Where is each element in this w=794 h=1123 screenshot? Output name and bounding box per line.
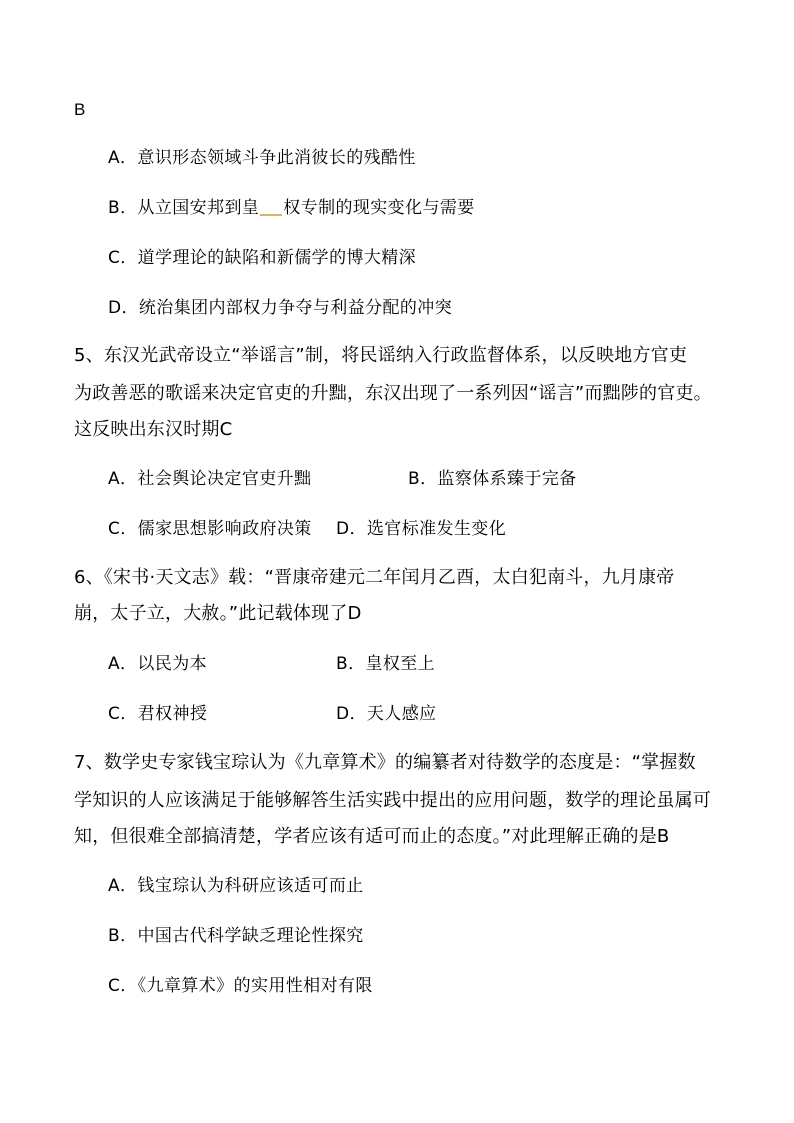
q5-stem-line-3: 这反映出东汉时期C <box>74 419 233 440</box>
q5-option-b: B．监察体系臻于完备 <box>408 469 577 489</box>
q5-option-a: A．社会舆论决定官吏升黜 <box>108 469 312 489</box>
q5-option-c: C．儒家思想影响政府决策 <box>108 519 312 539</box>
highlight-mark <box>260 214 282 216</box>
q5-option-d: D．选官标准发生变化 <box>336 519 507 539</box>
q6-option-c: C．君权神授 <box>108 704 208 724</box>
q4-option-c: C．道学理论的缺陷和新儒学的博大精深 <box>108 248 417 268</box>
q7-stem-line-2: 学知识的人应该满足于能够解答生活实践中提出的应用问题，数学的理论虽属可 <box>74 790 711 811</box>
q4-option-b <box>108 198 475 218</box>
q5-stem-line-1: 5、东汉光武帝设立“举谣言”制，将民谣纳入行政监督体系，以反映地方官吏 <box>74 345 688 366</box>
leading-answer: B <box>74 100 86 119</box>
q7-option-a: A．钱宝琮认为科研应该适可而止 <box>108 876 364 896</box>
q6-stem-line-2: 崩，太子立，大赦。”此记载体现了D <box>74 603 362 624</box>
q6-option-b: B．皇权至上 <box>336 654 436 674</box>
q7-option-b: B．中国古代科学缺乏理论性探究 <box>108 926 364 946</box>
q6-option-a: A．以民为本 <box>108 654 208 674</box>
q4-option-d: D．统治集团内部权力争夺与利益分配的冲突 <box>108 298 453 318</box>
q7-stem-line-3: 知，但很难全部搞清楚，学者应该有适可而止的态度。”对此理解正确的是B <box>74 826 670 847</box>
q4-option-a: A．意识形态领域斗争此消彼长的残酷性 <box>108 148 416 168</box>
q5-stem-line-2: 为政善恶的歌谣来决定官吏的升黜，东汉出现了一系列因“谣言”而黜陟的官吏。 <box>74 383 712 404</box>
q7-option-c: C．《九章算术》的实用性相对有限 <box>108 976 373 996</box>
q6-stem-line-1: 6、《宋书·天文志》载：“晋康帝建元二年闰月乙酉，太白犯南斗，九月康帝 <box>74 567 675 588</box>
q6-option-d: D．天人感应 <box>336 704 437 724</box>
q7-stem-line-1: 7、数学史专家钱宝琮认为《九章算术》的编纂者对待数学的态度是：“掌握数 <box>74 752 696 773</box>
q4-option-b-head: B．从立国安邦到皇 <box>108 198 260 218</box>
q4-option-b-tail: 权专制的现实变化与需要 <box>283 198 475 218</box>
